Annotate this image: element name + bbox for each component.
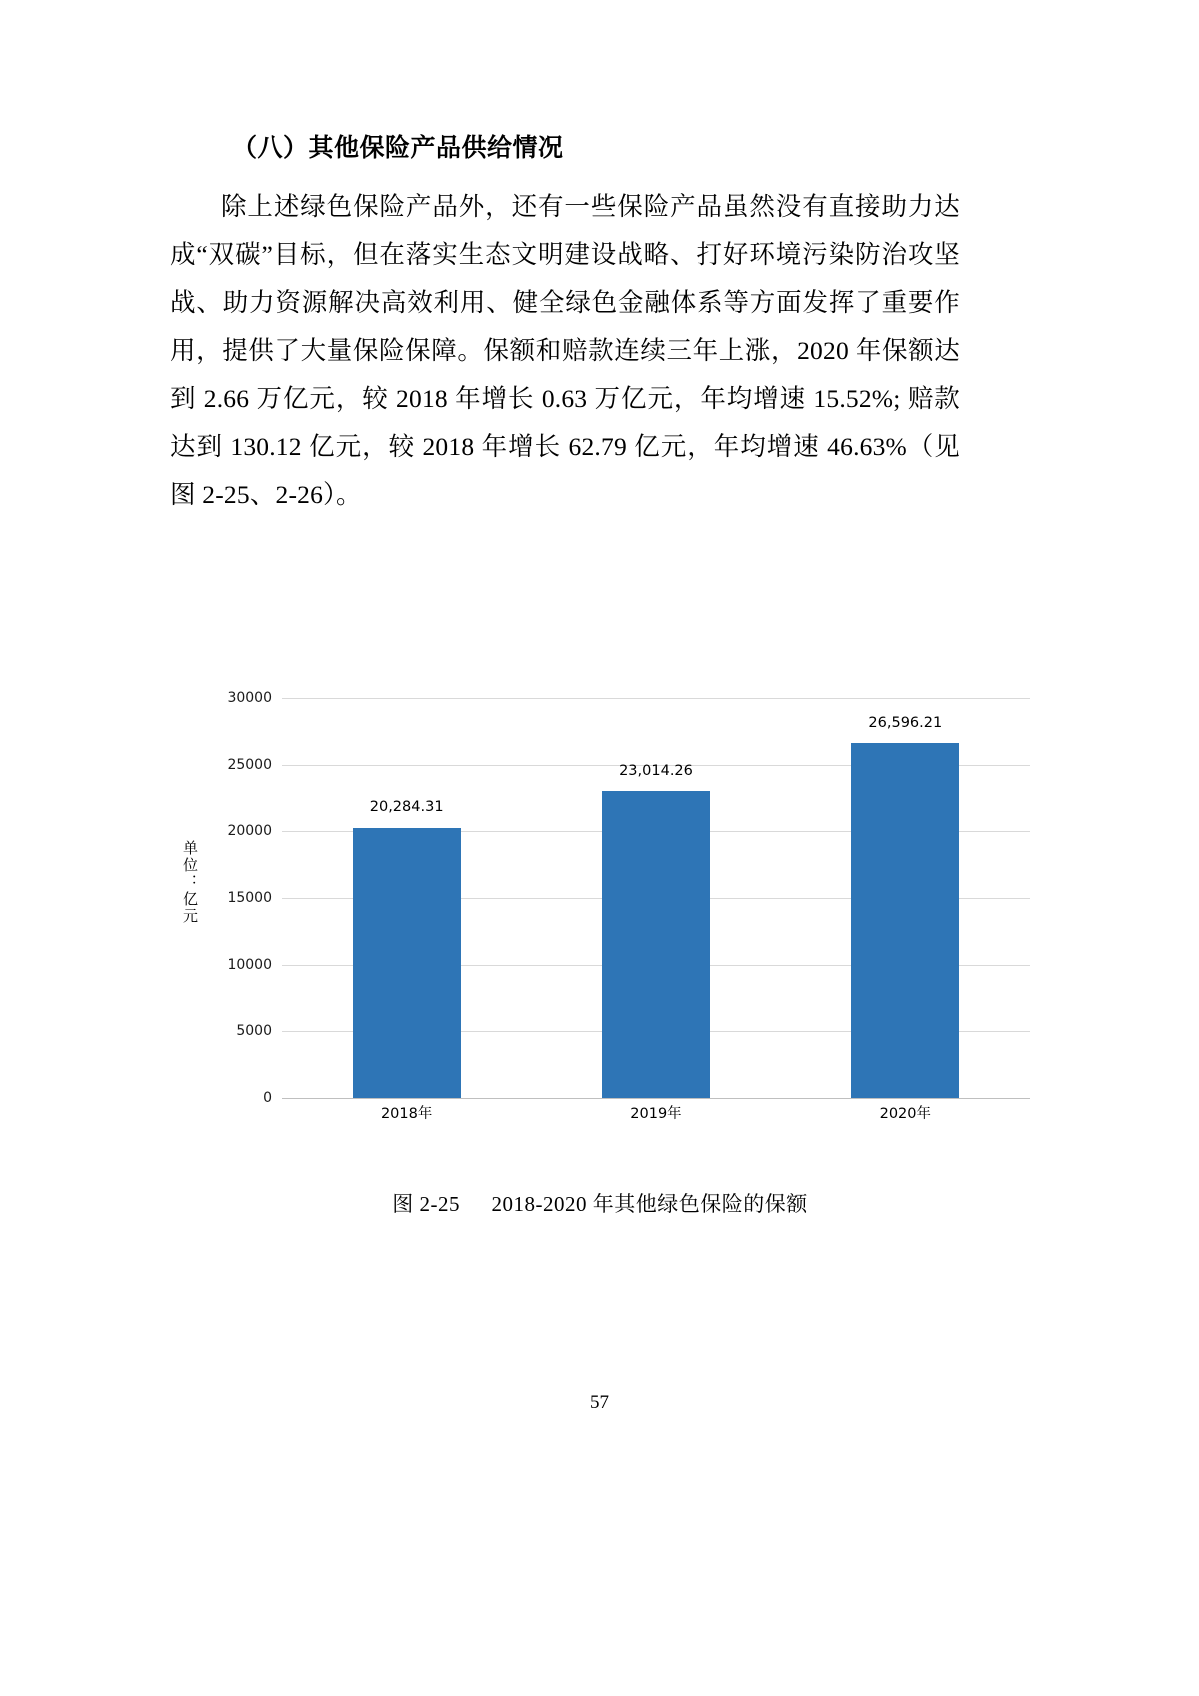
bar-chart xyxy=(170,690,1030,1130)
x-tick-2018: 2018年 xyxy=(380,1106,433,1122)
bar-value-label-2018: 20,284.31 xyxy=(369,799,444,815)
gridline-0 xyxy=(263,1090,1030,1106)
figure-caption-number: 图 2-25 xyxy=(392,1192,460,1216)
body-paragraph: 除上述绿色保险产品外，还有一些保险产品虽然没有直接助力达成“双碳”目标，但在落实生态文明建设战略、打好环境污染防治攻坚战、助力资源解决高效利用、健全绿色金融体系等方面发挥了重要作用，提供了大量保险保障。保额和赔款连续三年上涨，2020 年保额达到 2.66 万亿元，较 2018 年增长 0.63 万亿元，年均增速 15.52%; 赔款达到 130.12 亿元，较 2018 年增长 62.79 亿元，年均增速 46.63%（见图 2-25、2-26）。 xyxy=(170,192,960,509)
y-tick-15000: 15000 xyxy=(227,890,272,906)
x-tick-2020: 2020年 xyxy=(879,1106,932,1122)
bar-slot-2018 xyxy=(282,698,531,1098)
figure-caption xyxy=(170,1188,1030,1218)
bar-2019[interactable] xyxy=(602,791,710,1098)
page-number: 57 xyxy=(590,1392,609,1413)
y-tick-0: 0 xyxy=(263,1090,272,1106)
page-content xyxy=(170,130,960,519)
section-heading: （八）其他保险产品供给情况 xyxy=(232,133,564,162)
x-axis-labels xyxy=(282,1102,1030,1123)
y-tick-10000: 10000 xyxy=(227,956,272,973)
bar-value-label-2020: 26,596.21 xyxy=(868,715,943,731)
bar-2020[interactable] xyxy=(851,743,959,1098)
figure-2-25 xyxy=(170,690,1030,1218)
y-tick-5000: 5000 xyxy=(236,1023,272,1040)
y-tick-20000: 20000 xyxy=(227,823,272,840)
bar-series xyxy=(282,698,1030,1098)
bar-2018[interactable] xyxy=(353,828,461,1099)
bar-slot-2020 xyxy=(781,698,1030,1098)
x-tick-2019: 2019年 xyxy=(630,1106,682,1122)
y-tick-25000: 25000 xyxy=(227,756,272,773)
bar-slot-2019 xyxy=(531,698,780,1098)
y-tick-30000: 30000 xyxy=(227,690,272,706)
chart-plot-area xyxy=(227,690,1030,1106)
figure-caption-title: 2018-2020 年其他绿色保险的保额 xyxy=(491,1192,808,1216)
bar-value-label-2019: 23,014.26 xyxy=(619,763,693,779)
y-axis-title: 单位：亿元 xyxy=(181,840,199,925)
